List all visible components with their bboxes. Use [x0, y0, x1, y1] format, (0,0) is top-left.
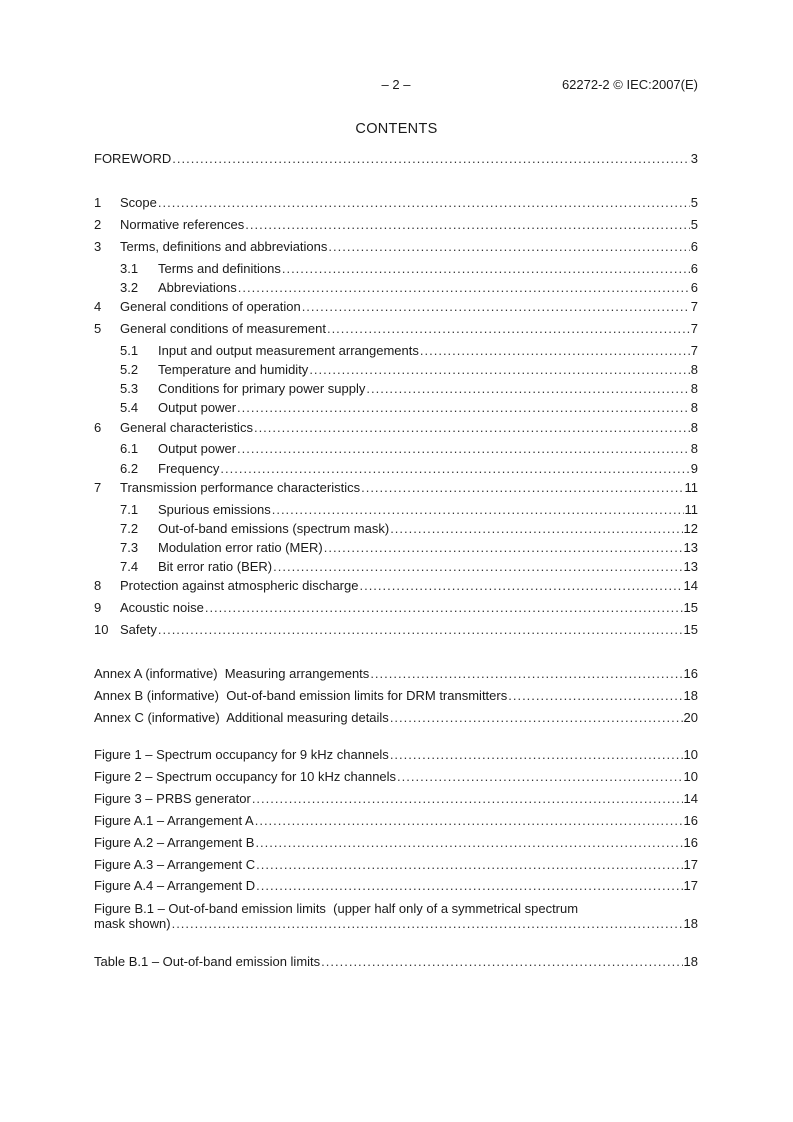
clause-number: 4	[94, 299, 102, 314]
clause-number: 9	[94, 600, 102, 615]
toc-entry-subclause[interactable]	[120, 521, 698, 537]
toc-entry-clause[interactable]	[94, 480, 698, 496]
clause-number: 6.2	[120, 461, 139, 476]
dot-leader	[273, 559, 682, 575]
dot-leader	[252, 791, 683, 807]
toc-entry-label: General characteristics	[120, 420, 253, 435]
toc-entry-annex[interactable]	[94, 666, 698, 682]
dot-leader	[361, 480, 683, 496]
dot-leader	[420, 343, 690, 359]
toc-entry-clause[interactable]	[94, 622, 698, 638]
toc-entry-figure[interactable]	[94, 857, 698, 873]
dot-leader	[302, 299, 690, 315]
dot-leader	[397, 769, 682, 785]
toc-entry-label: Figure A.3 – Arrangement C	[94, 857, 256, 872]
toc-entry-page: 6	[690, 280, 698, 295]
dot-leader	[255, 813, 683, 829]
toc-entry-label: Temperature and humidity	[158, 362, 309, 377]
toc-entry-clause[interactable]	[94, 195, 698, 211]
toc-entry-page: 16	[683, 813, 698, 828]
toc-entry-page: 16	[683, 835, 698, 850]
toc-entry-figure[interactable]	[94, 769, 698, 785]
dot-leader	[327, 321, 690, 337]
clause-number: 3.2	[120, 280, 139, 295]
clause-number: 8	[94, 578, 102, 593]
toc-entry-label: Out-of-band emissions (spectrum mask)	[158, 521, 390, 536]
toc-entry-label: Protection against atmospheric discharge	[120, 578, 359, 593]
toc-entry-page: 13	[683, 559, 698, 574]
toc-entry-page: 18	[683, 688, 698, 703]
toc-entry-page: 6	[690, 261, 698, 276]
toc-entry-annex[interactable]	[94, 710, 698, 726]
dot-leader	[370, 666, 682, 682]
toc-entry-label: Figure 3 – PRBS generator	[94, 791, 251, 806]
toc-entry-label: Transmission performance characteristics	[120, 480, 361, 495]
dot-leader	[220, 461, 689, 477]
clause-number: 7.1	[120, 502, 139, 517]
clause-number: 7.2	[120, 521, 139, 536]
toc-entry-page: 13	[683, 540, 698, 555]
toc-entry-clause[interactable]	[94, 600, 698, 616]
toc-entry-page: 12	[683, 521, 698, 536]
toc-entry-label: FOREWORD	[94, 151, 172, 166]
toc-entry-label: Scope	[120, 195, 157, 210]
toc-entry-label: Terms, definitions and abbreviations	[120, 239, 328, 254]
toc-entry-label: mask shown)	[94, 916, 171, 931]
dot-leader	[172, 916, 683, 932]
toc-entry-label: Figure 1 – Spectrum occupancy for 9 kHz channels	[94, 747, 389, 762]
toc-entry-table[interactable]	[94, 954, 698, 970]
dot-leader	[237, 400, 690, 416]
toc-entry-label: Figure A.1 – Arrangement A	[94, 813, 254, 828]
toc-entry-label: Safety	[120, 622, 157, 637]
toc-entry-foreword[interactable]	[94, 151, 698, 167]
dot-leader	[172, 151, 689, 167]
toc-entry-clause[interactable]	[94, 321, 698, 337]
dot-leader	[328, 239, 689, 255]
toc-entry-label: Normative references	[120, 217, 245, 232]
toc-entry-page: 7	[690, 343, 698, 358]
toc-entry-page: 8	[690, 441, 698, 456]
toc-entry-page: 8	[690, 362, 698, 377]
clause-number: 7	[94, 480, 102, 495]
dot-leader	[245, 217, 689, 233]
toc-entry-subclause[interactable]	[120, 261, 698, 277]
toc-entry-page: 11	[684, 480, 698, 495]
toc-entry-label: Frequency	[158, 461, 220, 476]
dot-leader	[237, 441, 690, 457]
clause-number: 5	[94, 321, 102, 336]
toc-entry-figure-b1-line1[interactable]: Figure B.1 – Out-of-band emission limits (upper half only of a symmetrical spectrum	[94, 901, 579, 916]
dot-leader	[359, 578, 682, 594]
toc-entry-page: 20	[683, 710, 698, 725]
toc-entry-page: 9	[690, 461, 698, 476]
dot-leader	[282, 261, 690, 277]
toc-entry-label: Annex C (informative) Additional measuring details	[94, 710, 389, 725]
clause-number: 5.1	[120, 343, 139, 358]
dot-leader	[508, 688, 682, 704]
toc-entry-page: 14	[683, 791, 698, 806]
toc-entry-label: Input and output measurement arrangements	[158, 343, 419, 358]
toc-entry-figure[interactable]	[94, 791, 698, 807]
toc-entry-page: 7	[690, 299, 698, 314]
toc-entry-label: Output power	[158, 400, 237, 415]
toc-entry-label: Output power	[158, 441, 237, 456]
toc-entry-label: General conditions of measurement	[120, 321, 326, 336]
toc-entry-subclause[interactable]	[120, 381, 698, 397]
toc-entry-label: Annex A (informative) Measuring arrangements	[94, 666, 370, 681]
toc-entry-page: 10	[683, 747, 698, 762]
dot-leader	[256, 857, 682, 873]
toc-entry-subclause[interactable]	[120, 559, 698, 575]
toc-entry-figure[interactable]	[94, 878, 698, 894]
toc-entry-page: 8	[690, 420, 698, 435]
dot-leader	[256, 878, 682, 894]
toc-entry-label: Spurious emissions	[158, 502, 271, 517]
toc-entry-page: 15	[683, 600, 698, 615]
dot-leader	[238, 280, 690, 296]
toc-entry-label: Conditions for primary power supply	[158, 381, 366, 396]
toc-entry-subclause[interactable]	[120, 400, 698, 416]
toc-entry-page: 14	[683, 578, 698, 593]
toc-entry-page: 10	[683, 769, 698, 784]
toc-entry-page: 5	[690, 195, 698, 210]
toc-entry-page: 3	[690, 151, 698, 166]
dot-leader	[254, 420, 690, 436]
dot-leader	[255, 835, 682, 851]
toc-entry-figure[interactable]	[94, 916, 698, 932]
clause-number: 6.1	[120, 441, 139, 456]
clause-number: 5.2	[120, 362, 139, 377]
dot-leader	[390, 747, 683, 763]
clause-number: 5.3	[120, 381, 139, 396]
toc-entry-clause[interactable]	[94, 217, 698, 233]
toc-entry-page: 18	[683, 916, 698, 931]
toc-entry-clause[interactable]	[94, 239, 698, 255]
clause-number: 10	[94, 622, 109, 637]
clause-number: 7.3	[120, 540, 139, 555]
toc-entry-subclause[interactable]	[120, 461, 698, 477]
clause-number: 7.4	[120, 559, 139, 574]
toc-entry-page: 18	[683, 954, 698, 969]
toc-entry-label: Table B.1 – Out-of-band emission limits	[94, 954, 321, 969]
toc-entry-label: General conditions of operation	[120, 299, 301, 314]
dot-leader	[158, 622, 683, 638]
clause-number: 3	[94, 239, 102, 254]
dot-leader	[321, 954, 682, 970]
toc-entry-label: Modulation error ratio (MER)	[158, 540, 323, 555]
toc-entry-label: Figure A.4 – Arrangement D	[94, 878, 256, 893]
toc-entry-label: Abbreviations	[158, 280, 237, 295]
toc-entry-label: Figure 2 – Spectrum occupancy for 10 kHz channels	[94, 769, 397, 784]
toc-entry-figure[interactable]	[94, 813, 698, 829]
page-number: – 2 –	[381, 77, 411, 92]
toc-entry-label: Terms and definitions	[158, 261, 281, 276]
toc-entry-clause[interactable]	[94, 578, 698, 594]
toc-entry-page: 8	[690, 400, 698, 415]
document-reference: 62272-2 © IEC:2007(E)	[561, 77, 698, 92]
toc-entry-label: Annex B (informative) Out-of-band emission limits for DRM transmitters	[94, 688, 508, 703]
toc-entry-page: 8	[690, 381, 698, 396]
dot-leader	[272, 502, 684, 518]
toc-entry-page: 7	[690, 321, 698, 336]
toc-entry-page: 16	[683, 666, 698, 681]
dot-leader	[366, 381, 689, 397]
toc-entry-label: Figure A.2 – Arrangement B	[94, 835, 255, 850]
clause-number: 2	[94, 217, 102, 232]
dot-leader	[158, 195, 690, 211]
toc-entry-label: Bit error ratio (BER)	[158, 559, 273, 574]
dot-leader	[324, 540, 683, 556]
toc-entry-figure[interactable]	[94, 835, 698, 851]
toc-entry-page: 17	[683, 878, 698, 893]
toc-entry-subclause[interactable]	[120, 540, 698, 556]
toc-entry-page: 15	[683, 622, 698, 637]
toc-entry-clause[interactable]	[94, 420, 698, 436]
clause-number: 3.1	[120, 261, 139, 276]
toc-entry-page: 17	[683, 857, 698, 872]
toc-entry-page: 6	[690, 239, 698, 254]
dot-leader	[390, 710, 683, 726]
toc-entry-subclause[interactable]	[120, 362, 698, 378]
toc-entry-subclause[interactable]	[120, 502, 698, 518]
toc-entry-subclause[interactable]	[120, 280, 698, 296]
dot-leader	[309, 362, 689, 378]
clause-number: 6	[94, 420, 102, 435]
toc-entry-subclause[interactable]	[120, 441, 698, 457]
dot-leader	[390, 521, 682, 537]
clause-number: 5.4	[120, 400, 139, 415]
toc-entry-annex[interactable]	[94, 688, 698, 704]
toc-entry-page: 11	[684, 502, 698, 517]
toc-entry-clause[interactable]	[94, 299, 698, 315]
clause-number: 1	[94, 195, 102, 210]
page-title: CONTENTS	[355, 121, 438, 137]
toc-entry-page: 5	[690, 217, 698, 232]
toc-entry-figure[interactable]	[94, 747, 698, 763]
dot-leader	[205, 600, 683, 616]
toc-entry-subclause[interactable]	[120, 343, 698, 359]
toc-entry-label: Acoustic noise	[120, 600, 204, 615]
